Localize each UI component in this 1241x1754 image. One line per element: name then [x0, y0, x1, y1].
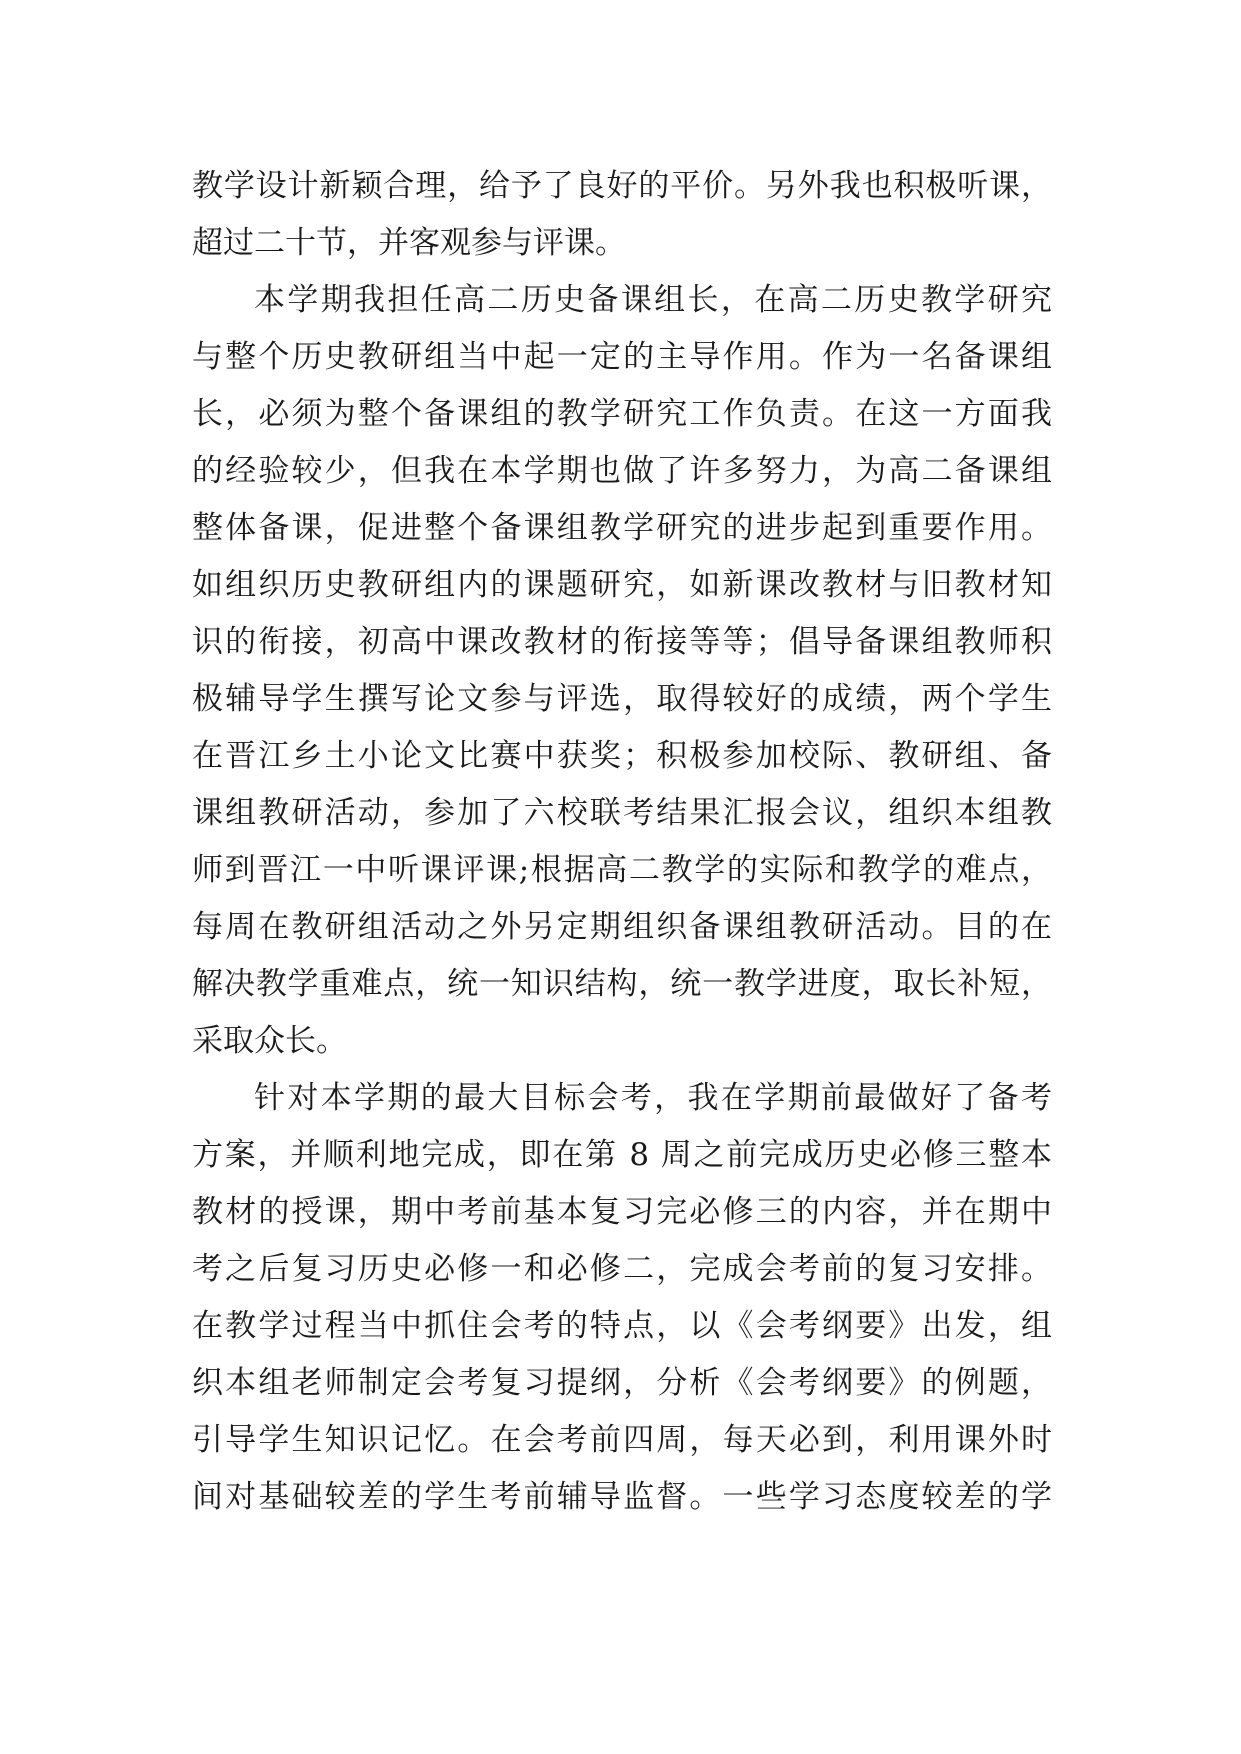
- text-line: 采取众长。: [192, 1023, 347, 1059]
- text-line: 教学设计新颖合理，给予了良好的平价。另外我也积极听课，: [192, 168, 1052, 204]
- text-line: 织本组老师制定会考复习提纲，分析《会考纲要》的例题，: [192, 1365, 1052, 1401]
- text-line: 引导学生知识记忆。在会考前四周，每天必到，利用课外时: [192, 1422, 1052, 1458]
- text-line: 如组织历史教研组内的课题研究，如新课改教材与旧教材知: [192, 567, 1052, 603]
- text-line: 与整个历史教研组当中起一定的主导作用。作为一名备课组: [192, 339, 1052, 375]
- text-line: 师到晋江一中听课评课;根据高二教学的实际和教学的难点，: [192, 852, 1052, 888]
- paragraph-1: [192, 158, 1052, 272]
- text-line: 针对本学期的最大目标会考，我在学期前最做好了备考: [254, 1080, 1052, 1116]
- text-line: 课组教研活动，参加了六校联考结果汇报会议，组织本组教: [192, 795, 1052, 831]
- text-line: 考之后复习历史必修一和必修二，完成会考前的复习安排。: [192, 1251, 1052, 1287]
- text-line: 整体备课，促进整个备课组教学研究的进步起到重要作用。: [192, 510, 1052, 546]
- text-line: 超过二十节，并客观参与评课。: [192, 225, 626, 261]
- text-line: 方案，并顺利地完成，即在第 8 周之前完成历史必修三整本: [192, 1137, 1052, 1173]
- text-line: 在晋江乡土小论文比赛中获奖；积极参加校际、教研组、备: [192, 738, 1052, 774]
- text-line: 的经验较少，但我在本学期也做了许多努力，为高二备课组: [192, 453, 1052, 489]
- text-line: 教材的授课，期中考前基本复习完必修三的内容，并在期中: [192, 1194, 1052, 1230]
- paragraph-2: [192, 272, 1052, 1070]
- text-line: 解决教学重难点，统一知识结构，统一教学进度，取长补短，: [192, 966, 1052, 1002]
- text-line: 每周在教研组活动之外另定期组织备课组教研活动。目的在: [192, 909, 1052, 945]
- text-line: 在教学过程当中抓住会考的特点，以《会考纲要》出发，组: [192, 1308, 1052, 1344]
- text-line: 本学期我担任高二历史备课组长，在高二历史教学研究: [254, 282, 1052, 318]
- paragraph-3: [192, 1070, 1052, 1526]
- text-line: 长，必须为整个备课组的教学研究工作负责。在这一方面我: [192, 396, 1052, 432]
- document-body: [192, 158, 1052, 1526]
- text-line: 间对基础较差的学生考前辅导监督。一些学习态度较差的学: [192, 1479, 1052, 1515]
- text-line: 识的衔接，初高中课改教材的衔接等等；倡导备课组教师积: [192, 624, 1052, 660]
- text-line: 极辅导学生撰写论文参与评选，取得较好的成绩，两个学生: [192, 681, 1052, 717]
